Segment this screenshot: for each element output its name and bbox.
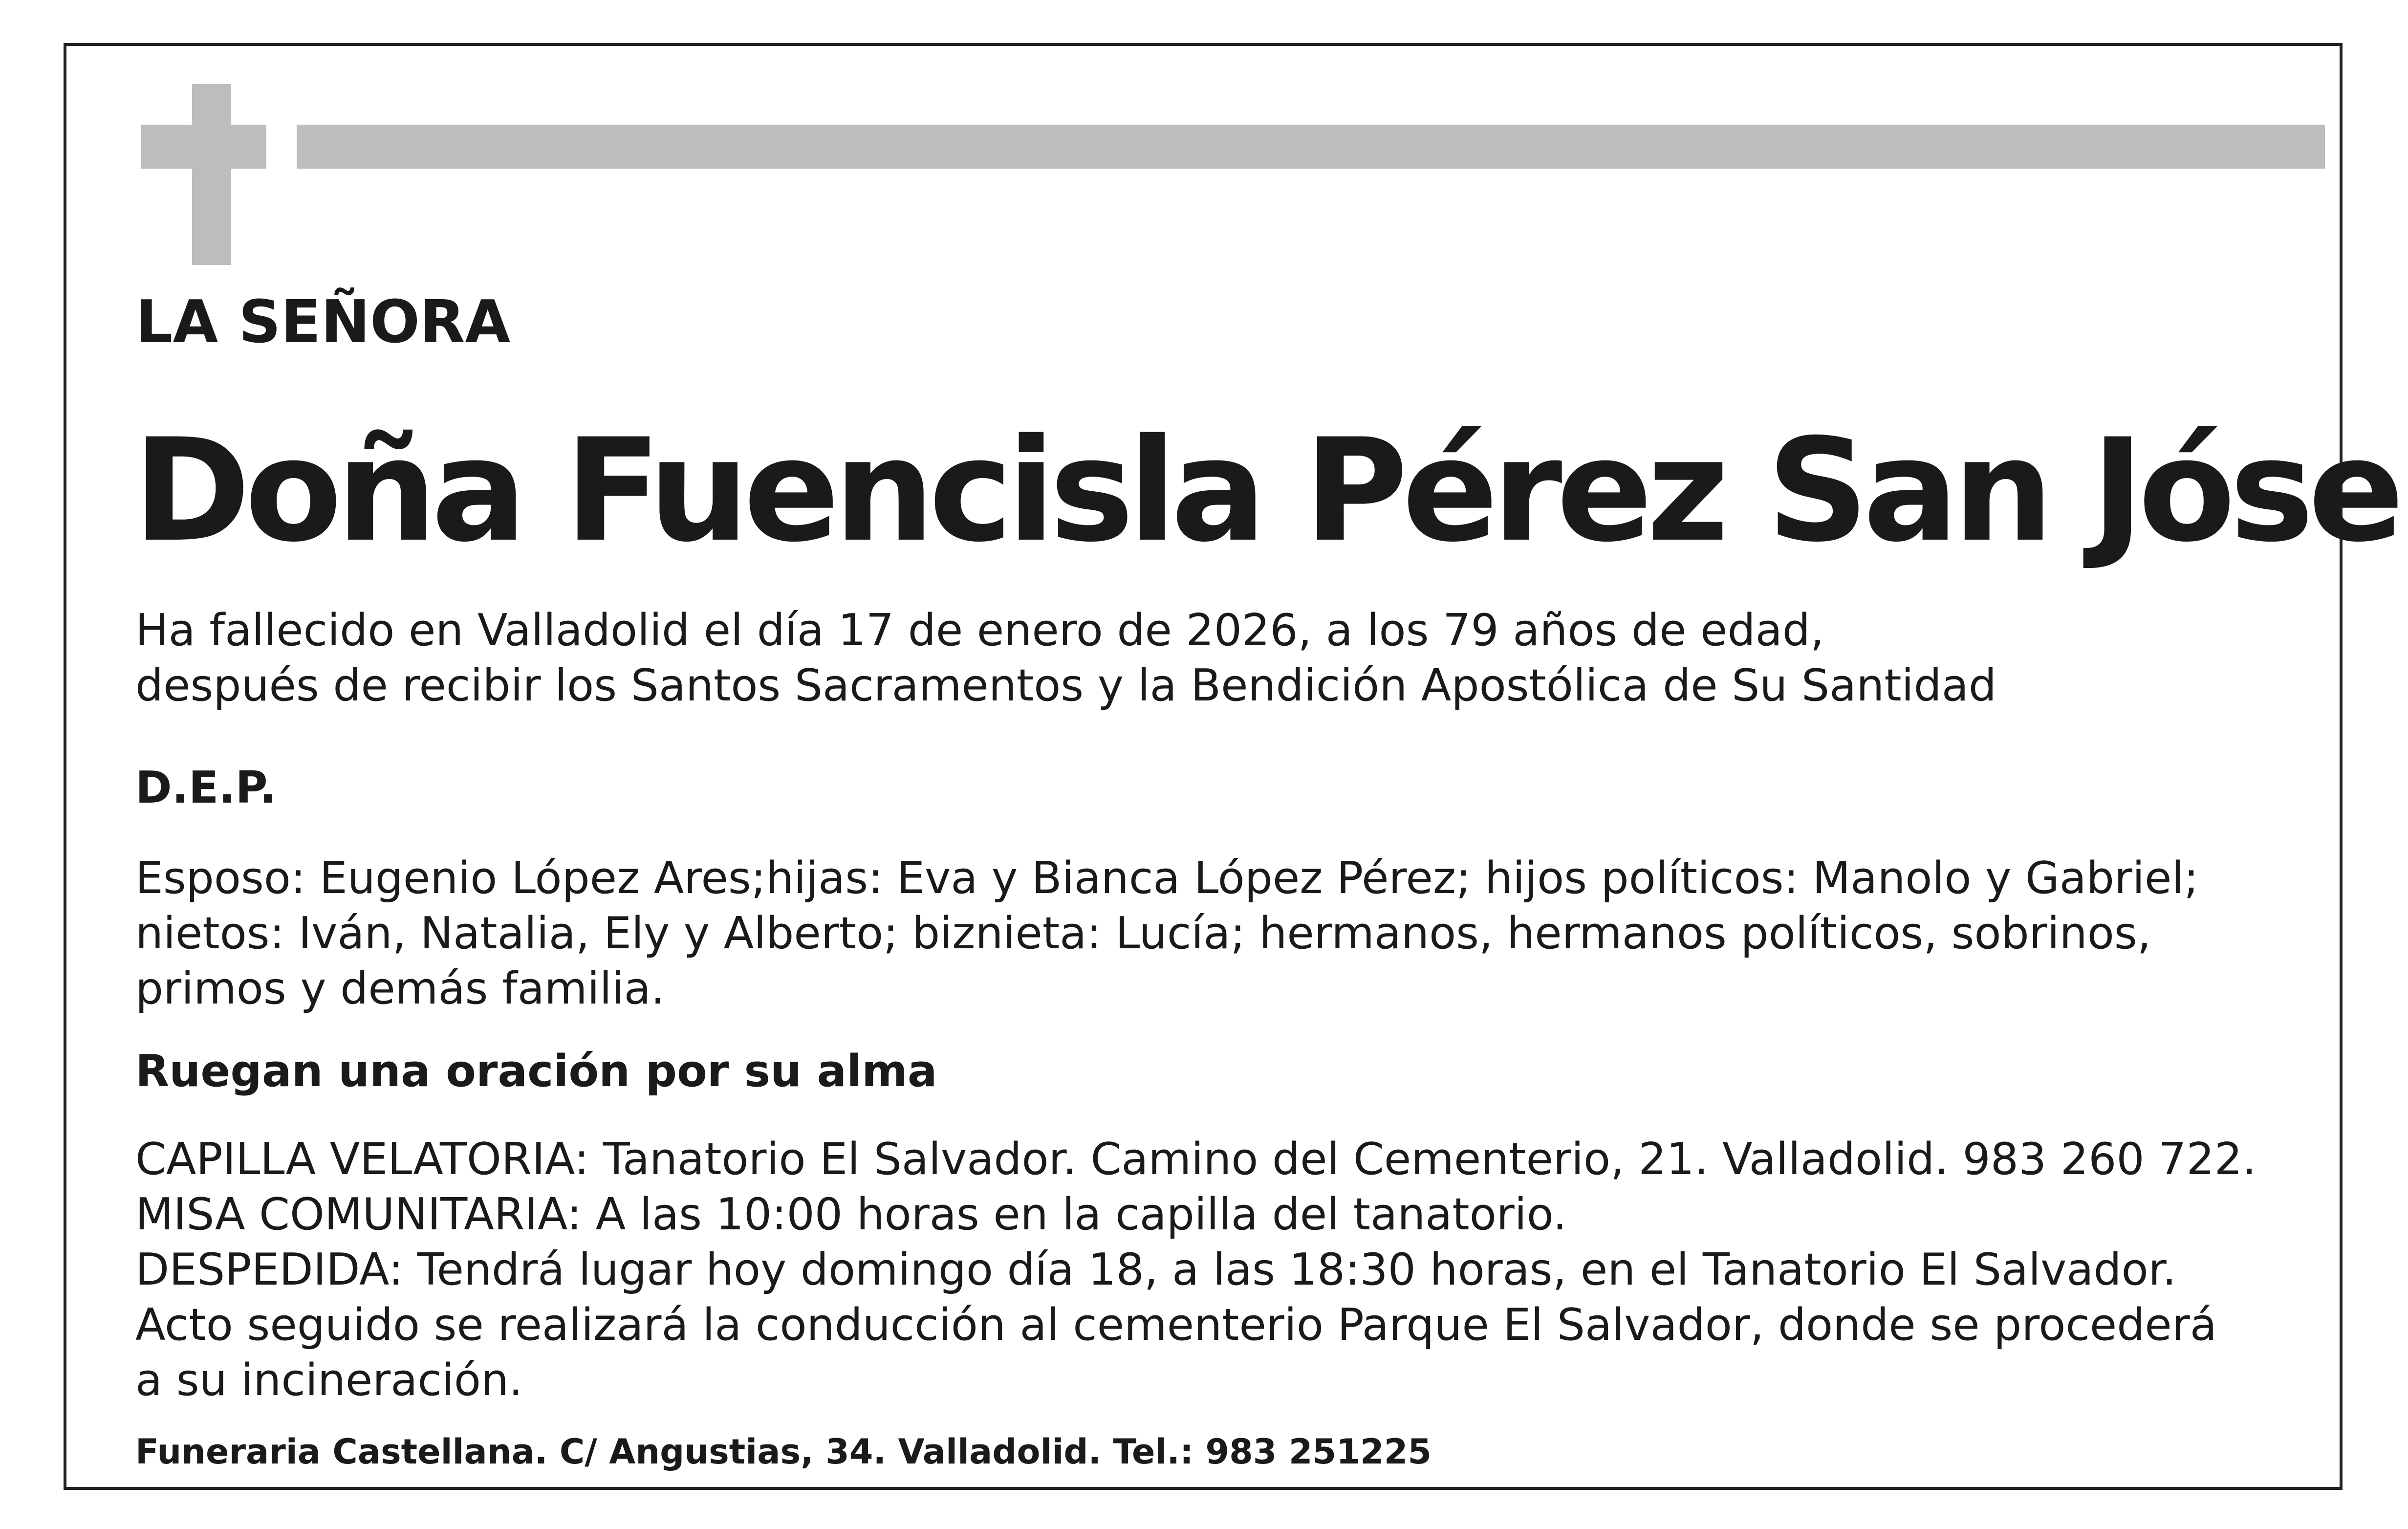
dep-label: D.E.P. [135, 762, 277, 813]
intro-line: Ha fallecido en Valladolid el día 17 de enero de 2026, a los 79 años de edad, [135, 605, 1824, 656]
prayer-request: Ruegan una oración por su alma [135, 1046, 937, 1097]
service-line: Acto seguido se realizará la conducción al cementerio Parque El Salvador, donde se procederá [135, 1299, 2217, 1351]
service-line: a su incineración. [135, 1354, 523, 1406]
family-line: primos y demás familia. [135, 963, 665, 1014]
service-line: CAPILLA VELATORIA: Tanatorio El Salvador. Camino del Cementerio, 21. Valladolid. 983 260 722. [135, 1134, 2256, 1185]
family-text [135, 851, 2325, 1016]
cross-icon [192, 84, 231, 265]
intro-text [135, 603, 2325, 713]
deceased-name: Doña Fuencisla Pérez San Jóse [133, 409, 2399, 573]
family-line: Esposo: Eugenio López Ares;hijas: Eva y Bianca López Pérez; hijos políticos: Manolo y Gabriel; [135, 852, 2199, 904]
service-line: MISA COMUNITARIA: A las 10:00 horas en la capilla del tanatorio. [135, 1189, 1567, 1240]
services-text [135, 1132, 2325, 1408]
intro-line: después de recibir los Santos Sacramentos y la Bendición Apostólica de Su Santidad [135, 660, 1997, 711]
service-line: DESPEDIDA: Tendrá lugar hoy domingo día 18, a las 18:30 horas, en el Tanatorio El Salvador. [135, 1244, 2177, 1295]
title-label: LA SEÑORA [135, 288, 511, 356]
family-line: nietos: Iván, Natalia, Ely y Alberto; biznieta: Lucía; hermanos, hermanos políticos, sobrinos, [135, 908, 2151, 959]
funeral-home-footer: Funeraria Castellana. C/ Angustias, 34. Valladolid. Tel.: 983 251225 [135, 1432, 1432, 1472]
cross-icon-arm [141, 125, 266, 169]
header-rule [297, 125, 2325, 169]
